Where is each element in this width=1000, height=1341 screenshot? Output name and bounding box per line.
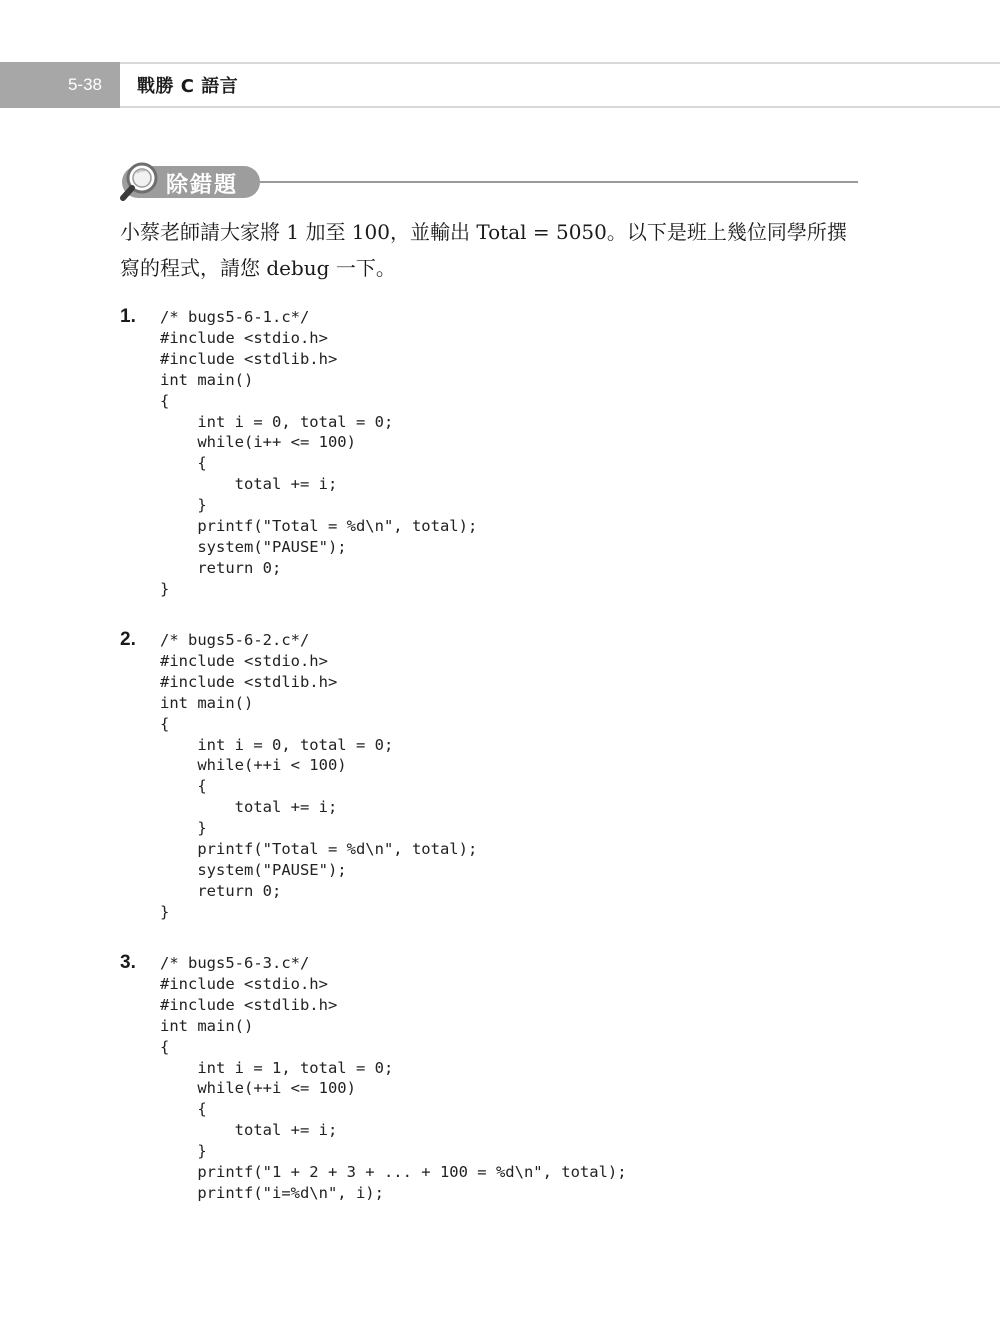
page-number-box — [0, 62, 120, 108]
section-heading — [118, 160, 860, 204]
exercise-number: 1. — [120, 306, 136, 327]
section-label: 除錯題 — [166, 173, 239, 198]
book-title: 戰勝 C 語言 — [137, 76, 239, 97]
code-block: /* bugs5-6-2.c*/ #include <stdio.h> #include <stdlib.h> int main() { int i = 0, total = 0; while(++i < 100) { total += i; } printf("Total = %d\n", total); system("PAUSE"); return 0; } — [160, 631, 478, 921]
magnifier-icon — [118, 160, 164, 204]
section-divider — [248, 181, 858, 183]
code-block: /* bugs5-6-3.c*/ #include <stdio.h> #include <stdlib.h> int main() { int i = 1, total = 0; while(++i <= 100) { total += i; } printf("1 + 2 + 3 + ... + 100 = %d\n", total); printf("i=%d\n", i); — [160, 954, 627, 1202]
header-rule-bottom — [120, 106, 1000, 108]
code-block: /* bugs5-6-1.c*/ #include <stdio.h> #include <stdlib.h> int main() { int i = 0, total = 0; while(i++ <= 100) { total += i; } printf("Total = %d\n", total); system("PAUSE"); return 0; } — [160, 308, 478, 598]
intro-paragraph: 小蔡老師請大家將 1 加至 100，並輸出 Total = 5050。以下是班上幾位同學所撰寫的程式，請您 debug 一下。 — [120, 220, 847, 280]
header-rule-top — [120, 62, 1000, 64]
exercise-number: 3. — [120, 952, 136, 973]
page-header — [0, 62, 1000, 108]
exercise-number: 2. — [120, 629, 136, 650]
page-number: 5-38 — [67, 75, 102, 94]
